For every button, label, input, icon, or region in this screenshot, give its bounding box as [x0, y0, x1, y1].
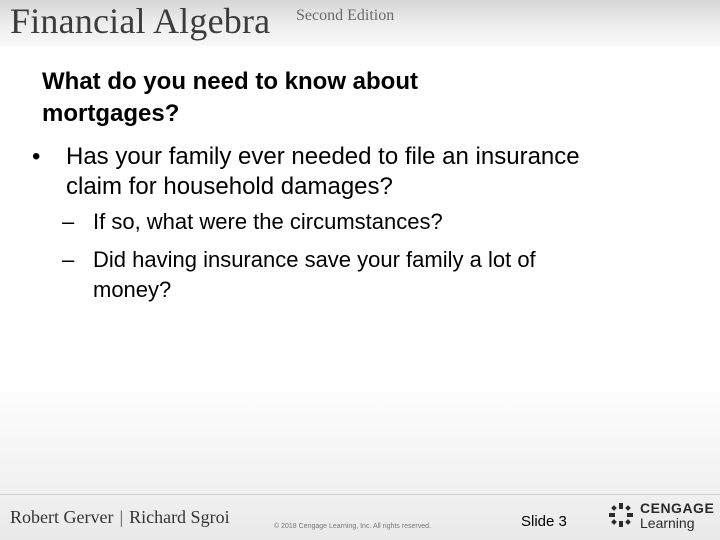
- cengage-logo-icon: [609, 503, 633, 527]
- subbullet-text-line-2: money?: [93, 277, 172, 302]
- subbullet-item: [62, 207, 682, 237]
- subbullet-text: [93, 245, 682, 305]
- book-edition: Second Edition: [296, 7, 395, 24]
- subbullet-text-line-1: Did having insurance save your family a lot of: [93, 247, 536, 272]
- logo-subwordmark: Learning: [640, 515, 695, 531]
- author-name: Richard Sgroi: [129, 507, 230, 527]
- slide-number: Slide 3: [521, 513, 567, 530]
- bullet-text-line-1: Has your family ever needed to file an insurance: [66, 143, 580, 170]
- subbullet-marker: –: [62, 209, 75, 234]
- bullet-item: [32, 142, 672, 202]
- subbullet-text: [93, 207, 682, 237]
- subbullet-text-line-1: If so, what were the circumstances?: [93, 209, 443, 234]
- book-title: Financial Algebra: [10, 1, 271, 41]
- footer-divider: [0, 494, 720, 495]
- footer-authors: [10, 507, 230, 528]
- slide-title: [42, 66, 642, 130]
- author-name: Robert Gerver: [10, 507, 114, 527]
- subbullet-item: [62, 245, 682, 305]
- author-separator: |: [119, 507, 124, 527]
- slide-title-line-1: What do you need to know about: [42, 68, 418, 95]
- bullet-text: [66, 142, 672, 202]
- bullet-text-line-2: claim for household damages?: [66, 173, 393, 200]
- bullet-marker: •: [32, 143, 41, 170]
- logo-wordmark: CENGAGE: [640, 500, 715, 516]
- copyright-notice: © 2018 Cengage Learning, Inc. All rights reserved.: [274, 523, 431, 530]
- subbullet-marker: –: [62, 247, 75, 272]
- slide-title-line-2: mortgages?: [42, 100, 180, 127]
